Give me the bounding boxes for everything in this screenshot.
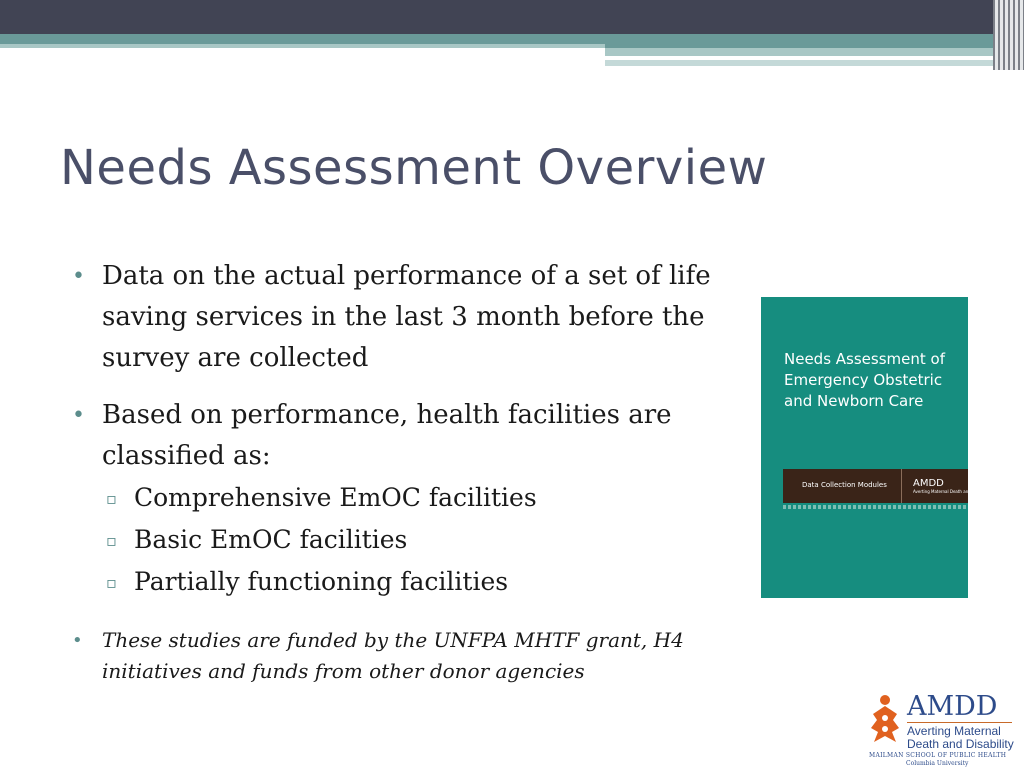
sub-bullet-text: Basic EmOC facilities bbox=[134, 525, 408, 554]
report-cover-image bbox=[761, 297, 991, 598]
sub-bullet-item bbox=[72, 477, 742, 519]
bullet-item bbox=[72, 395, 742, 477]
logo-divider bbox=[907, 722, 1012, 723]
header-band-right-2 bbox=[605, 48, 993, 56]
amdd-logo bbox=[866, 692, 1016, 768]
amdd-figure-icon bbox=[866, 694, 904, 746]
sub-bullet-item bbox=[72, 519, 742, 561]
bullet-text: Based on performance, health facilities are classified as: bbox=[102, 400, 672, 471]
funding-note bbox=[72, 625, 742, 687]
header-stripes bbox=[993, 0, 1024, 70]
bullet-icon: • bbox=[72, 630, 83, 651]
cover-bar-divider bbox=[901, 469, 902, 503]
bullet-text: Data on the actual performance of a set of life saving services in the last 3 month before the survey are collected bbox=[102, 261, 711, 373]
bullet-item bbox=[72, 256, 742, 379]
funding-note-text: These studies are funded by the UNFPA MHTF grant, H4 initiatives and funds from other donor agencies bbox=[102, 628, 684, 683]
header-band-right-3 bbox=[605, 60, 993, 66]
cover-logo bbox=[913, 478, 991, 494]
header-band-teal bbox=[0, 34, 605, 44]
logo-name: AMDD bbox=[907, 691, 998, 722]
bullet-icon: • bbox=[72, 264, 85, 289]
header-band-dark bbox=[0, 0, 1024, 34]
cover-bar-label: Data Collection Modules bbox=[802, 481, 887, 489]
cover-title: Needs Assessment of Emergency Obstetric and Newborn Care bbox=[784, 350, 945, 410]
header-band-right-1 bbox=[605, 34, 993, 48]
sub-bullet-icon: ▫ bbox=[106, 531, 117, 550]
slide-title: Needs Assessment Overview bbox=[60, 140, 768, 196]
logo-university: Columbia University bbox=[906, 760, 969, 767]
sub-bullet-icon: ▫ bbox=[106, 489, 117, 508]
bullet-icon: • bbox=[72, 403, 85, 428]
logo-line-1: Averting Maternal bbox=[907, 724, 1001, 738]
header-band-teal-light bbox=[0, 44, 605, 48]
slide-body bbox=[72, 256, 742, 687]
cover-stripe bbox=[783, 505, 968, 509]
cover-logo-text: AMDD bbox=[913, 478, 944, 489]
sub-bullet-item bbox=[72, 561, 742, 603]
cover-label-bar bbox=[783, 469, 991, 503]
sub-bullet-icon: ▫ bbox=[106, 573, 117, 592]
logo-school: MAILMAN SCHOOL OF PUBLIC HEALTH bbox=[869, 752, 1007, 759]
cover-logo-subtext: Averting Maternal Death and Disability bbox=[913, 489, 991, 494]
sub-bullet-text: Partially functioning facilities bbox=[134, 567, 509, 596]
logo-line-2: Death and Disability bbox=[907, 737, 1014, 751]
sub-bullet-text: Comprehensive EmOC facilities bbox=[134, 483, 537, 512]
